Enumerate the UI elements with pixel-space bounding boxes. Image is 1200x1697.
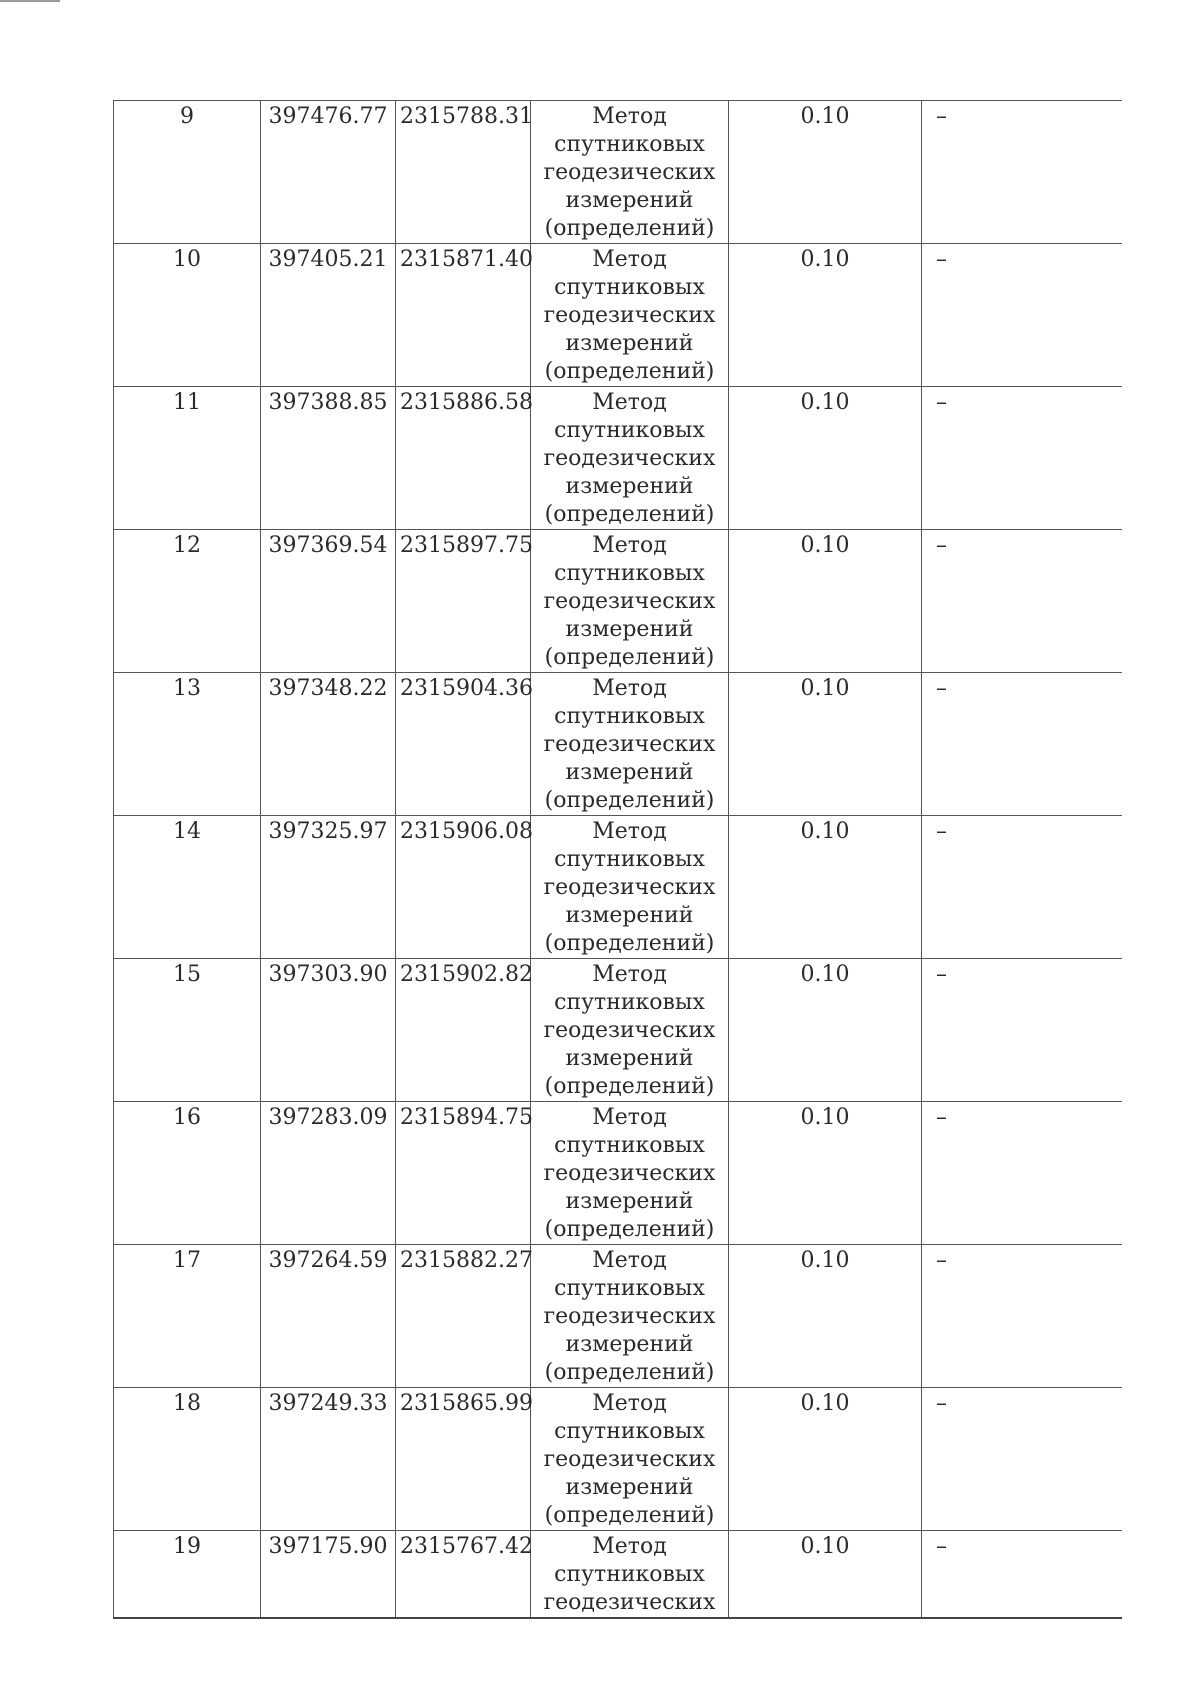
method-line: измерений	[565, 760, 694, 785]
method-line: Метод	[592, 676, 667, 701]
y-coordinate-cell: 2315906.08	[396, 816, 531, 959]
method-cell	[531, 959, 729, 1102]
method-line: спутниковых	[554, 990, 705, 1015]
method-line: (определений)	[544, 359, 715, 384]
method-line: измерений	[565, 1046, 694, 1071]
method-line: спутниковых	[554, 418, 705, 443]
x-coordinate-cell: 397369.54	[261, 530, 396, 673]
method-line: Метод	[592, 533, 667, 558]
method-line: геодезических	[543, 160, 716, 185]
y-coordinate-cell: 2315904.36	[396, 673, 531, 816]
point-number-cell: 11	[114, 387, 261, 530]
x-coordinate-cell: 397476.77	[261, 101, 396, 244]
method-line: Метод	[592, 1391, 667, 1416]
point-number-cell: 17	[114, 1245, 261, 1388]
method-line: спутниковых	[554, 847, 705, 872]
table-row	[114, 101, 1122, 244]
method-line: спутниковых	[554, 1276, 705, 1301]
method-line: измерений	[565, 1189, 694, 1214]
method-line: измерений	[565, 903, 694, 928]
method-line: Метод	[592, 1534, 667, 1559]
method-cell	[531, 530, 729, 673]
method-line: спутниковых	[554, 704, 705, 729]
method-line: (определений)	[544, 1360, 715, 1385]
x-coordinate-cell: 397283.09	[261, 1102, 396, 1245]
method-line: спутниковых	[554, 132, 705, 157]
x-coordinate-cell: 397325.97	[261, 816, 396, 959]
description-cell: –	[922, 1245, 1122, 1388]
x-coordinate-cell: 397303.90	[261, 959, 396, 1102]
method-line: измерений	[565, 617, 694, 642]
point-number-cell: 14	[114, 816, 261, 959]
precision-cell: 0.10	[729, 101, 922, 244]
table-row	[114, 1102, 1122, 1245]
method-line: геодезических	[543, 1447, 716, 1472]
method-line: (определений)	[544, 788, 715, 813]
scan-corner-mark	[0, 0, 60, 2]
y-coordinate-cell: 2315871.40	[396, 244, 531, 387]
y-coordinate-cell: 2315902.82	[396, 959, 531, 1102]
coordinates-table-body	[114, 101, 1122, 1619]
x-coordinate-cell: 397249.33	[261, 1388, 396, 1531]
table-row	[114, 816, 1122, 959]
point-number-cell: 12	[114, 530, 261, 673]
x-coordinate-cell: 397348.22	[261, 673, 396, 816]
table-row	[114, 387, 1122, 530]
method-line: Метод	[592, 962, 667, 987]
method-line: измерений	[565, 331, 694, 356]
precision-cell: 0.10	[729, 387, 922, 530]
description-cell: –	[922, 816, 1122, 959]
method-line: Метод	[592, 1248, 667, 1273]
y-coordinate-cell: 2315767.42	[396, 1531, 531, 1619]
method-cell	[531, 1245, 729, 1388]
point-number-cell: 10	[114, 244, 261, 387]
method-cell	[531, 101, 729, 244]
method-line: измерений	[565, 1475, 694, 1500]
x-coordinate-cell: 397388.85	[261, 387, 396, 530]
table-row	[114, 1388, 1122, 1531]
y-coordinate-cell: 2315882.27	[396, 1245, 531, 1388]
table-row	[114, 1531, 1122, 1619]
description-cell: –	[922, 1388, 1122, 1531]
method-line: измерений	[565, 188, 694, 213]
point-number-cell: 16	[114, 1102, 261, 1245]
method-line: Метод	[592, 247, 667, 272]
precision-cell: 0.10	[729, 244, 922, 387]
method-line: Метод	[592, 390, 667, 415]
description-cell: –	[922, 387, 1122, 530]
method-line: (определений)	[544, 502, 715, 527]
method-line: геодезических	[543, 875, 716, 900]
y-coordinate-cell: 2315788.31	[396, 101, 531, 244]
method-line: спутниковых	[554, 1133, 705, 1158]
method-line: спутниковых	[554, 561, 705, 586]
y-coordinate-cell: 2315886.58	[396, 387, 531, 530]
table-row	[114, 530, 1122, 673]
description-cell: –	[922, 959, 1122, 1102]
table-row	[114, 959, 1122, 1102]
x-coordinate-cell: 397175.90	[261, 1531, 396, 1619]
description-cell: –	[922, 530, 1122, 673]
point-number-cell: 9	[114, 101, 261, 244]
precision-cell: 0.10	[729, 1245, 922, 1388]
method-line: Метод	[592, 104, 667, 129]
method-line: геодезических	[543, 1304, 716, 1329]
method-line: (определений)	[544, 931, 715, 956]
point-number-cell: 13	[114, 673, 261, 816]
method-line: спутниковых	[554, 1419, 705, 1444]
method-line: геодезических	[543, 1590, 716, 1615]
method-line: спутниковых	[554, 275, 705, 300]
table-row	[114, 244, 1122, 387]
method-line: Метод	[592, 819, 667, 844]
method-cell	[531, 244, 729, 387]
method-line: измерений	[565, 474, 694, 499]
precision-cell: 0.10	[729, 673, 922, 816]
method-line: геодезических	[543, 589, 716, 614]
description-cell: –	[922, 673, 1122, 816]
method-line: (определений)	[544, 1503, 715, 1528]
method-line: измерений	[565, 1332, 694, 1357]
method-line: (определений)	[544, 216, 715, 241]
method-line: геодезических	[543, 1018, 716, 1043]
method-cell	[531, 1102, 729, 1245]
method-line: спутниковых	[554, 1562, 705, 1587]
method-cell	[531, 1531, 729, 1619]
precision-cell: 0.10	[729, 1531, 922, 1619]
method-line: (определений)	[544, 1217, 715, 1242]
method-line: геодезических	[543, 303, 716, 328]
precision-cell: 0.10	[729, 959, 922, 1102]
method-cell	[531, 387, 729, 530]
method-cell	[531, 816, 729, 959]
method-cell	[531, 1388, 729, 1531]
description-cell: –	[922, 244, 1122, 387]
method-line: геодезических	[543, 732, 716, 757]
precision-cell: 0.10	[729, 816, 922, 959]
precision-cell: 0.10	[729, 1102, 922, 1245]
point-number-cell: 19	[114, 1531, 261, 1619]
description-cell: –	[922, 1531, 1122, 1619]
method-line: геодезических	[543, 446, 716, 471]
y-coordinate-cell: 2315865.99	[396, 1388, 531, 1531]
point-number-cell: 15	[114, 959, 261, 1102]
table-row	[114, 1245, 1122, 1388]
table-row	[114, 673, 1122, 816]
y-coordinate-cell: 2315897.75	[396, 530, 531, 673]
x-coordinate-cell: 397405.21	[261, 244, 396, 387]
point-number-cell: 18	[114, 1388, 261, 1531]
coordinates-table	[113, 100, 1122, 1619]
description-cell: –	[922, 1102, 1122, 1245]
method-line: геодезических	[543, 1161, 716, 1186]
method-line: Метод	[592, 1105, 667, 1130]
method-cell	[531, 673, 729, 816]
method-line: (определений)	[544, 645, 715, 670]
precision-cell: 0.10	[729, 530, 922, 673]
x-coordinate-cell: 397264.59	[261, 1245, 396, 1388]
precision-cell: 0.10	[729, 1388, 922, 1531]
description-cell: –	[922, 101, 1122, 244]
y-coordinate-cell: 2315894.75	[396, 1102, 531, 1245]
method-line: (определений)	[544, 1074, 715, 1099]
